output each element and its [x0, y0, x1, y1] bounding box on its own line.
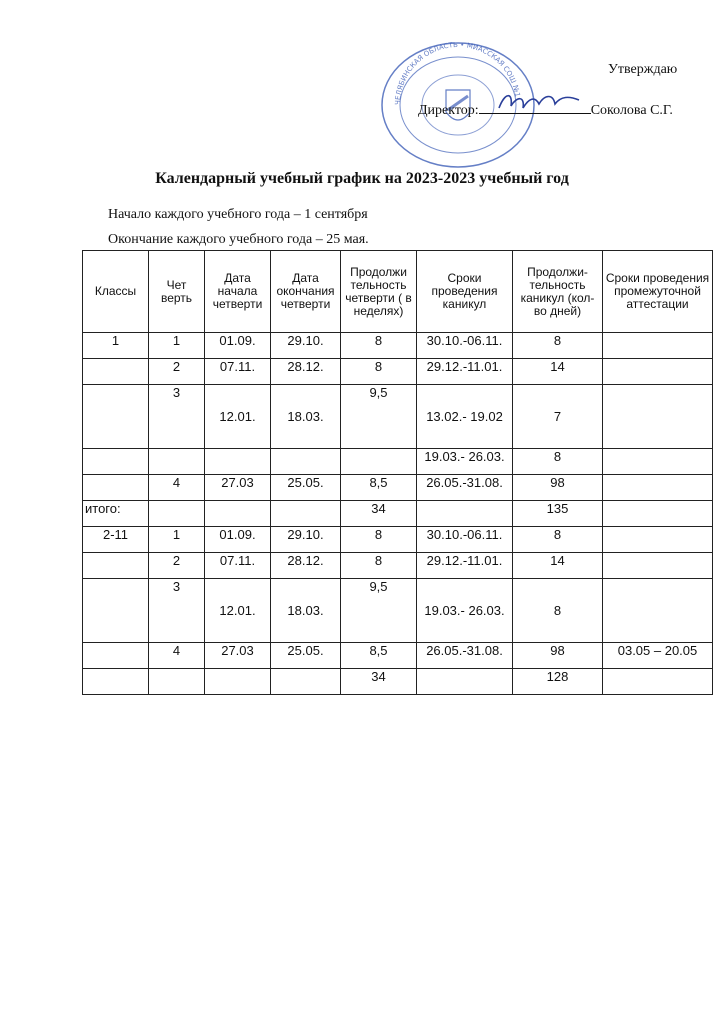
table-cell: 1 [83, 333, 149, 359]
table-cell: 26.05.-31.08. [417, 475, 513, 501]
table-cell: 19.03.- 26.03. [417, 579, 513, 643]
col-header: Продолжи тельность четверти ( в неделях) [341, 251, 417, 333]
table-cell: 30.10.-06.11. [417, 527, 513, 553]
table-cell: 19.03.- 26.03. [417, 449, 513, 475]
table-cell: 25.05. [271, 475, 341, 501]
table-cell: 2-11 [83, 527, 149, 553]
table-cell: 8 [341, 333, 417, 359]
table-cell: 18.03. [271, 579, 341, 643]
table-cell: 01.09. [205, 333, 271, 359]
table-cell [603, 501, 713, 527]
table-cell [603, 475, 713, 501]
director-name: Соколова С.Г. [590, 103, 673, 118]
table-row [83, 333, 713, 359]
table-cell: 18.03. [271, 385, 341, 449]
year-end-text: Окончание каждого учебного года – 25 мая. [108, 232, 369, 247]
table-cell: 7 [513, 385, 603, 449]
table-cell: 1 [149, 527, 205, 553]
table-cell [417, 669, 513, 695]
table-row [83, 385, 713, 449]
table-cell: 98 [513, 475, 603, 501]
director-label: Директор: [418, 103, 479, 118]
table-cell: 135 [513, 501, 603, 527]
table-cell: 2 [149, 359, 205, 385]
director-line [418, 101, 673, 119]
table-cell: 29.10. [271, 333, 341, 359]
table-cell [83, 449, 149, 475]
table-cell [83, 553, 149, 579]
table-row [83, 669, 713, 695]
table-cell: 3 [149, 385, 205, 449]
table-cell [83, 579, 149, 643]
table-row [83, 527, 713, 553]
table-cell: 4 [149, 643, 205, 669]
table-cell: 8,5 [341, 643, 417, 669]
col-header: Классы [83, 251, 149, 333]
table-cell: 01.09. [205, 527, 271, 553]
table-cell: 8 [513, 333, 603, 359]
table-cell: 29.12.-11.01. [417, 359, 513, 385]
table-cell: 34 [341, 669, 417, 695]
table-cell [83, 359, 149, 385]
table-cell [603, 527, 713, 553]
table-row [83, 501, 713, 527]
stamp-text: ЧЕЛЯБИНСКАЯ ОБЛАСТЬ • МИАССКАЯ СОШ №1 [393, 40, 522, 106]
col-header: Дата начала четверти [205, 251, 271, 333]
table-cell: 1 [149, 333, 205, 359]
table-cell [83, 385, 149, 449]
table-cell: 2 [149, 553, 205, 579]
table-cell [205, 501, 271, 527]
table-cell: 27.03 [205, 475, 271, 501]
table-cell: 28.12. [271, 553, 341, 579]
table-cell [149, 449, 205, 475]
table-row [83, 643, 713, 669]
table-cell: 8 [341, 527, 417, 553]
table-cell [417, 501, 513, 527]
signature-line [479, 101, 591, 114]
table-cell [603, 449, 713, 475]
col-header: Продолжи-тельность каникул (кол-во дней) [513, 251, 603, 333]
table-cell [603, 669, 713, 695]
table-cell: 03.05 – 20.05 [603, 643, 713, 669]
table-cell: итого: [83, 501, 149, 527]
table-cell: 27.03 [205, 643, 271, 669]
table-cell: 26.05.-31.08. [417, 643, 513, 669]
table-cell [83, 669, 149, 695]
table-cell: 4 [149, 475, 205, 501]
table-cell [149, 501, 205, 527]
col-header: Сроки проведения промежуточной аттестации [603, 251, 713, 333]
table-cell: 98 [513, 643, 603, 669]
table-cell: 07.11. [205, 553, 271, 579]
table-cell [83, 643, 149, 669]
table-cell: 3 [149, 579, 205, 643]
table-row [83, 475, 713, 501]
table-cell: 9,5 [341, 579, 417, 643]
table-cell: 8 [341, 359, 417, 385]
table-cell: 14 [513, 553, 603, 579]
table-cell: 128 [513, 669, 603, 695]
table-cell [149, 669, 205, 695]
table-cell: 28.12. [271, 359, 341, 385]
table-cell [603, 579, 713, 643]
table-cell: 14 [513, 359, 603, 385]
table-cell [83, 475, 149, 501]
table-cell: 30.10.-06.11. [417, 333, 513, 359]
table-cell: 29.12.-11.01. [417, 553, 513, 579]
table-header-row [83, 251, 713, 333]
approval-label: Утверждаю [608, 62, 678, 77]
table-cell: 25.05. [271, 643, 341, 669]
table-cell: 9,5 [341, 385, 417, 449]
table-cell: 07.11. [205, 359, 271, 385]
table-cell: 34 [341, 501, 417, 527]
table-cell: 8 [513, 449, 603, 475]
schedule-table [82, 250, 713, 695]
table-row [83, 579, 713, 643]
table-cell: 12.01. [205, 579, 271, 643]
table-cell: 8 [513, 579, 603, 643]
table-cell [341, 449, 417, 475]
table-cell: 8 [341, 553, 417, 579]
table-cell [271, 669, 341, 695]
col-header: Дата окончания четверти [271, 251, 341, 333]
table-cell: 29.10. [271, 527, 341, 553]
table-cell [205, 669, 271, 695]
table-cell: 13.02.- 19.02 [417, 385, 513, 449]
table-cell: 8,5 [341, 475, 417, 501]
table-cell: 12.01. [205, 385, 271, 449]
col-header: Сроки проведения каникул [417, 251, 513, 333]
table-row [83, 553, 713, 579]
table-cell [603, 359, 713, 385]
table-row [83, 449, 713, 475]
table-cell [603, 333, 713, 359]
table-cell: 8 [513, 527, 603, 553]
table-cell [271, 501, 341, 527]
table-cell [603, 553, 713, 579]
table-cell [205, 449, 271, 475]
table-cell [271, 449, 341, 475]
col-header: Чет верть [149, 251, 205, 333]
table-row [83, 359, 713, 385]
table-cell [603, 385, 713, 449]
year-start-text: Начало каждого учебного года – 1 сентября [108, 207, 368, 222]
document-title: Календарный учебный график на 2023-2023 учебный год [155, 170, 569, 187]
